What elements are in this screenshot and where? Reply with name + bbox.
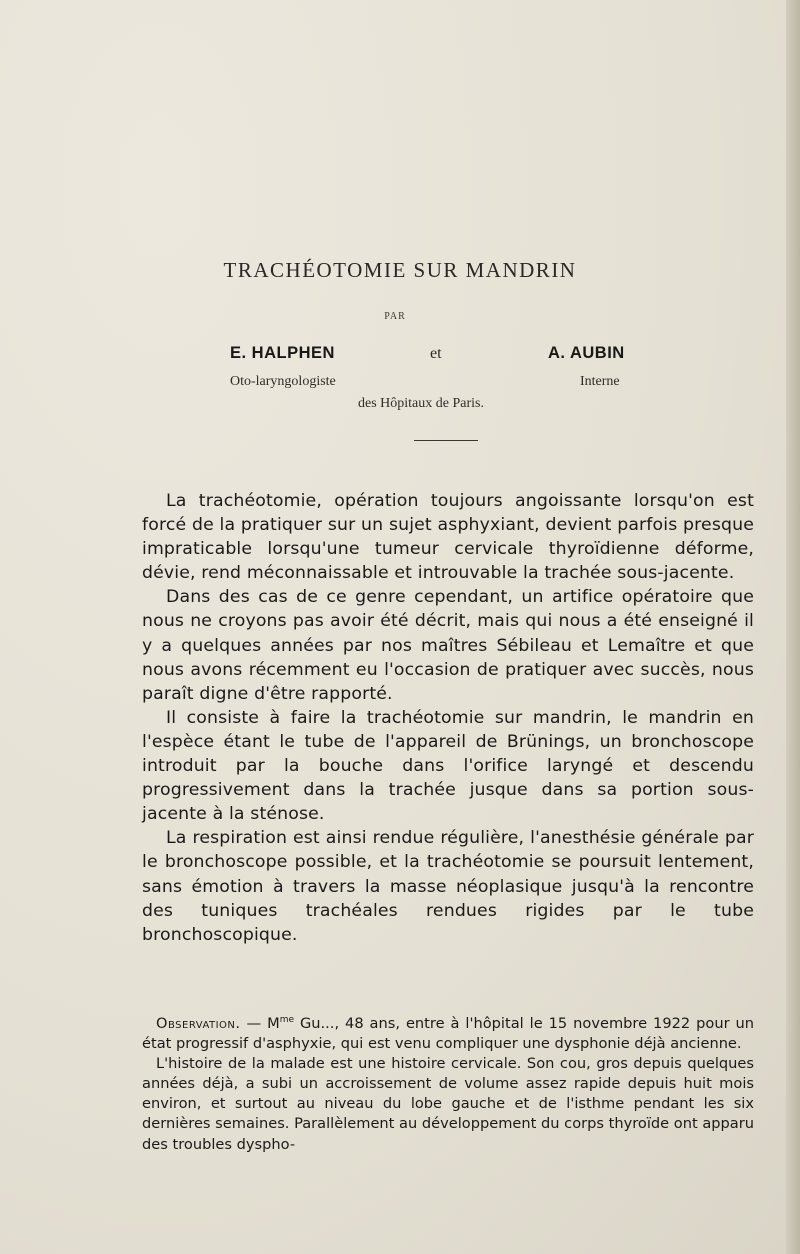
observation-paragraph-1	[142, 1014, 754, 1054]
body-paragraph-4: La respiration est ainsi rendue régulière, l'anesthésie générale par le bronchoscope possible, et la trachéotomie se poursuit lentement, sans émotion à travers la masse néoplasique jusqu'à la rencontre des tuniques trachéales rendues rigides par le tube bronchoscopique.	[142, 828, 754, 945]
observation-section	[142, 1014, 754, 1155]
patient-title	[267, 1015, 294, 1032]
section-divider	[414, 440, 478, 441]
author-halphen: E. HALPHEN	[230, 344, 335, 362]
author-aubin: A. AUBIN	[548, 344, 625, 362]
page-edge	[786, 0, 800, 1254]
patient-title-sup: me	[279, 1015, 294, 1026]
observation-first-text: Gu..., 48 ans, entre à l'hôpital le 15 novembre 1922 pour un état progressif d'asphyxie, qui est venu compliquer une dysphonie déjà ancienne.	[142, 1015, 755, 1053]
role-oto-laryngologiste: Oto-laryngologiste	[230, 374, 336, 389]
institution: des Hôpitaux de Paris.	[358, 396, 484, 411]
observation-dash: —	[246, 1015, 262, 1032]
patient-title-prefix: M	[267, 1015, 280, 1032]
body-paragraph-3: Il consiste à faire la trachéotomie sur mandrin, le mandrin en l'espèce étant le tube de l'appareil de Brünings, un bronchoscope introduit par la bouche dans l'orifice laryngé et descendu progressivement dans la trachée jusque dans sa portion sous-jacente à la sténose.	[142, 707, 754, 825]
article-title: TRACHÉOTOMIE SUR MANDRIN	[223, 258, 577, 282]
body-paragraph-2: Dans des cas de ce genre cependant, un artifice opératoire que nous ne croyons pas avoir été décrit, mais qui nous a été enseigné il y a quelques années par nos maîtres Sébileau et Lemaître et que nous avons récemment eu l'occasion de pratiquer avec succès, nous paraît digne d'être rapporté.	[142, 587, 754, 704]
role-interne: Interne	[580, 374, 620, 389]
observation-label: Observation.	[156, 1015, 241, 1032]
body-paragraph-1: La trachéotomie, opération toujours angoissante lorsqu'on est forcé de la pratiquer sur un sujet asphyxiant, devient parfois presque impraticable lorsqu'une tumeur cervicale thyroïdienne déforme, dévie, rend méconnaissable et introuvable la trachée sous-jacente.	[142, 491, 754, 584]
observation-paragraph-2: L'histoire de la malade est une histoire cervicale. Son cou, gros depuis quelques années déjà, a subi un accroissement de volume assez rapide depuis huit mois environ, et surtout au niveau du lobe gauche et de l'isthme pendant les six dernières semaines. Parallèlement au développement du corps thyroïde ont apparu des troubles dyspho-	[142, 1055, 754, 1153]
article-body	[142, 489, 754, 947]
conjunction-et: et	[430, 345, 442, 362]
by-label: PAR	[384, 311, 406, 322]
